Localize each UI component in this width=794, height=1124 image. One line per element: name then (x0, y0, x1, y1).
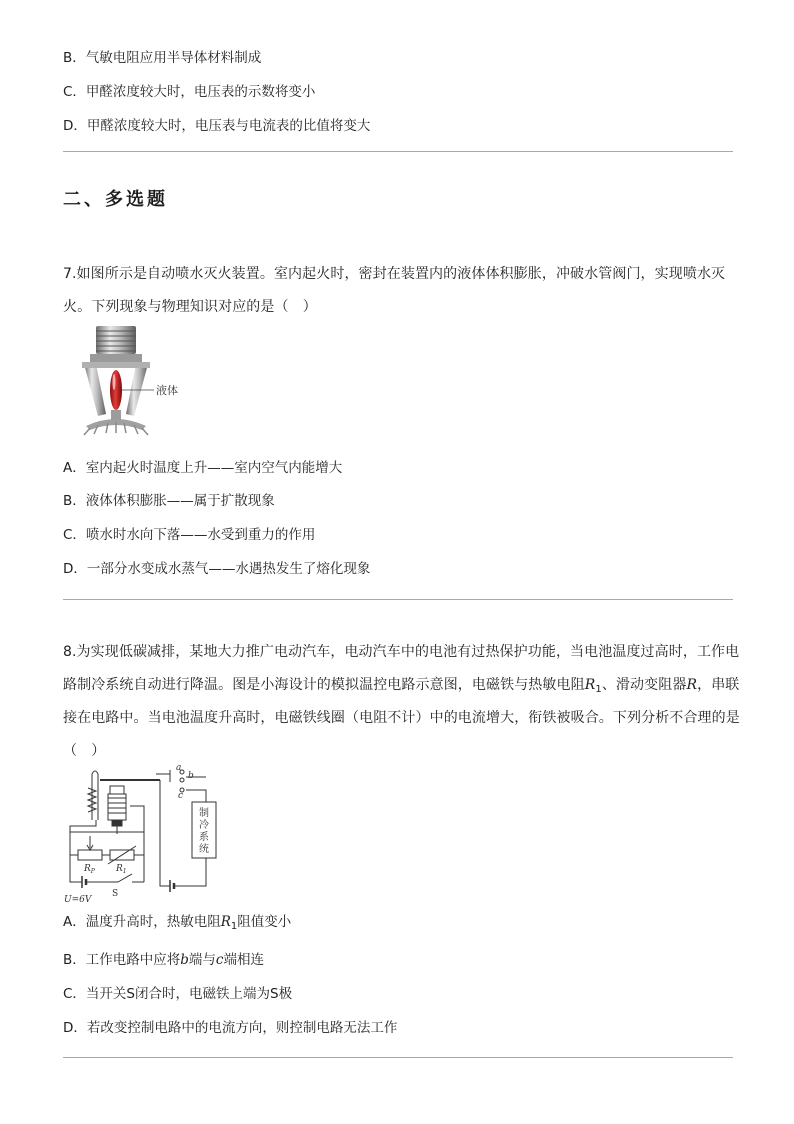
q6-option-c: C．甲醛浓度较大时，电压表的示数将变小 (63, 84, 316, 100)
q8-stem-line4: （ ） (63, 743, 106, 759)
divider (63, 599, 733, 600)
q8-option-d: D．若改变控制电路中的电流方向，则控制电路无法工作 (63, 1020, 398, 1036)
q6-option-d: D．甲醛浓度较大时，电压表与电流表的比值将变大 (63, 118, 371, 134)
q6-option-b: B．气敏电阻应用半导体材料制成 (63, 50, 262, 66)
q7-option-d: D．一部分水变成水蒸气——水遇热发生了熔化现象 (63, 561, 371, 577)
q7-option-c: C．喷水时水向下落——水受到重力的作用 (63, 527, 316, 543)
q8-stem-line3: 接在电路中。当电池温度升高时，电磁铁线圈（电阻不计）中的电流增大，衔铁被吸合。下列分析不合理的是 (63, 710, 740, 726)
q8-option-c: C．当开关S闭合时，电磁铁上端为S极 (63, 986, 293, 1002)
q8-stem-line2: 路制冷系统自动进行降温。图是小海设计的模拟温控电路示意图，电磁铁与热敏电阻$R_1$、滑动变阻器R，串联 (63, 677, 740, 695)
cooling-system-char: 冷 (199, 820, 209, 831)
circuit-diagram (60, 762, 220, 906)
cooling-system-char: 统 (199, 844, 209, 855)
voltage-label: U=6V (64, 895, 92, 905)
sprinkler-figure (76, 322, 196, 438)
cooling-system-char: 制 (199, 808, 209, 819)
contact-a-label: a (176, 763, 182, 773)
q7-option-a: A．室内起火时温度上升——室内空气内能增大 (63, 460, 343, 476)
divider (63, 151, 733, 152)
contact-c-label: c (178, 791, 184, 801)
switch-label: S (112, 889, 119, 899)
contact-b-label: b (188, 771, 194, 781)
q8-stem-line1: 8.为实现低碳减排，某地大力推广电动汽车，电动汽车中的电池有过热保护功能，当电池温度过高时，工作电 (63, 644, 740, 660)
thermistor-label: $R_1$ (116, 864, 127, 875)
q7-stem-line1: 7.如图所示是自动喷水灭火装置。室内起火时，密封在装置内的液体体积膨胀，冲破水管阀门，实现喷水灭 (63, 266, 726, 282)
q7-stem-line2: 火。下列现象与物理知识对应的是（ ） (63, 299, 317, 315)
figure-label-liquid: 液体 (156, 384, 178, 397)
q7-option-b: B．液体体积膨胀——属于扩散现象 (63, 493, 275, 509)
divider (63, 1057, 733, 1058)
q8-option-a: A．温度升高时，热敏电阻$R_1$阻值变小 (63, 914, 292, 932)
rheostat-label: $R_P$ (84, 864, 95, 875)
section-title: 二、多选题 (63, 189, 168, 210)
q8-option-b: B．工作电路中应将b端与c端相连 (63, 952, 264, 968)
cooling-system-char: 系 (199, 832, 209, 843)
